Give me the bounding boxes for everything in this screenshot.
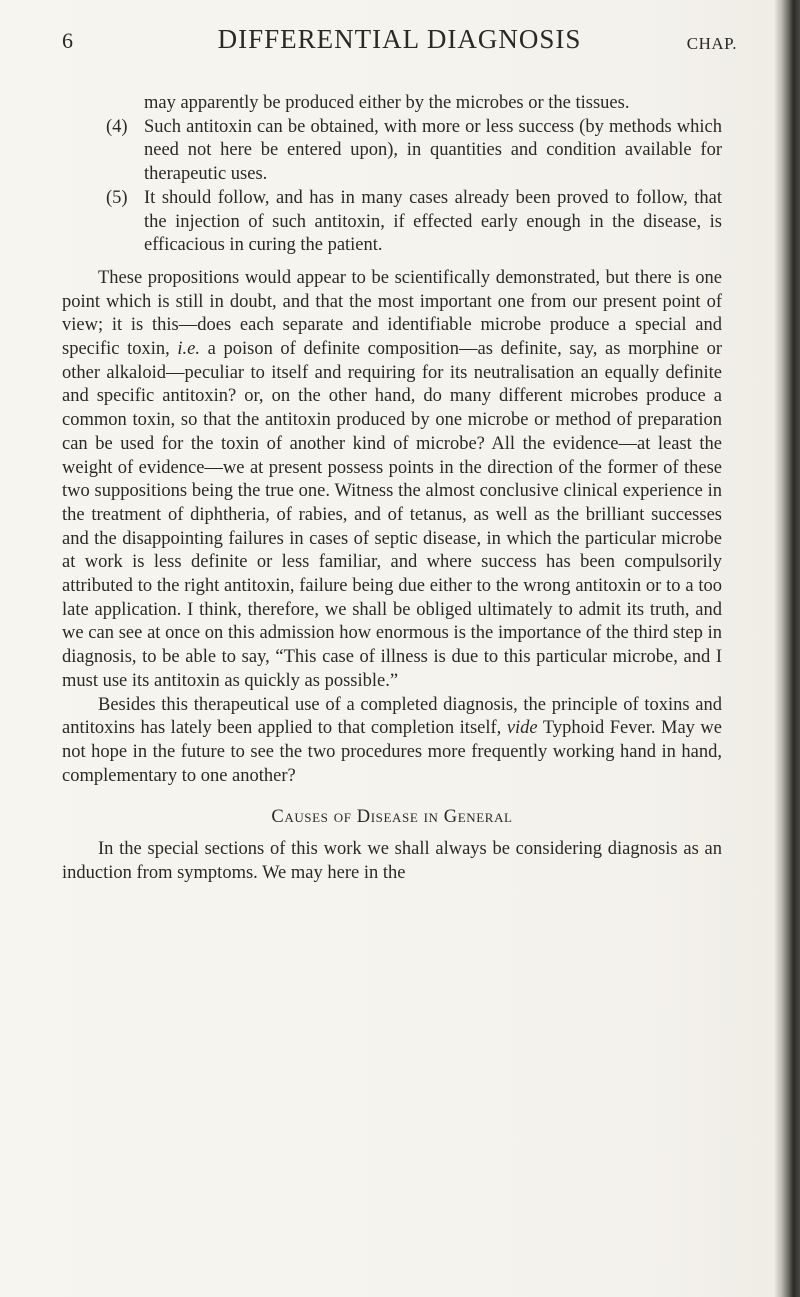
page-number: 6: [62, 28, 73, 53]
italic-ie: i.e.: [177, 339, 201, 360]
paragraph-text: a poison of definite composition—as definite, say, as morphine or other alkaloid—peculiar to itself and requiring for its neutralisation an equally definite and specific antitoxin? or, on the other hand, do many different microbes produce a common toxin, so that the antitoxin produced by one microbe or method of preparation can be used for the toxin of another kind of microbe? All the evidence—at least the weight of evidence—we at present possess points in the direction of the former of these two suppositions being the true one. Witness the almost conclusive clinical experience in the treatment of diphtheria, of rabies, and of tetanus, as well as the brilliant successes and the disappointing failures in cases of septic disease, in which the particular microbe at work is less definite or less familiar, and where success has been compulsorily attributed to the right antitoxin, failure being due either to the wrong antitoxin or to a too late application. I think, therefore, we shall be obliged ultimately to admit its truth, and we can see at once on this admission how enormous is the importance of the third step in diagnosis, to be able to say, “This case of illness is due to this particular microbe, and I must use its antitoxin as quickly as possible.”: [62, 339, 722, 691]
paragraph-special-sections: [62, 838, 722, 885]
paragraph-text: Typhoid Fever. May we not hope in the future to see the two procedures more frequently working hand in hand, complementary to one another?: [62, 718, 722, 786]
section-heading: Causes of Disease in General: [271, 807, 513, 828]
chapter-label: CHAP.: [686, 34, 737, 53]
paragraph-propositions: [62, 267, 722, 694]
paragraph-besides: [62, 694, 722, 789]
paragraph-text: These propositions would appear to be scientifically demonstrated, but there is one point which is still in doubt, and that the most important one from our present point of view; it is this—does each separate and identifiable microbe produce a special and specific toxin,: [62, 267, 722, 360]
list-text-4: Such antitoxin can be obtained, with more or less success (by methods which need not here be entered upon), in quantities and condition available for therapeutic uses.: [144, 116, 722, 185]
list-text-5: It should follow, and has in many cases already been proved to follow, that the injection of such antitoxin, if effected early enough in the disease, is efficacious in curing the patient.: [144, 187, 722, 256]
running-head: DIFFERENTIAL DIAGNOSIS: [217, 24, 582, 54]
body-text: [62, 92, 722, 886]
list-number-4: (4): [106, 116, 128, 137]
paragraph-text: In the special sections of this work we shall always be considering diagnosis as an induction from symptoms. We may here in the: [62, 839, 722, 883]
list-item-5: [62, 187, 722, 258]
italic-vide: vide: [506, 718, 538, 739]
list-continuation: [62, 92, 722, 116]
list-item-4: [62, 116, 722, 187]
list-number-5: (5): [106, 187, 128, 208]
page-edge-shadow: [774, 0, 800, 1297]
continuation-text: may apparently be produced either by the microbes or the tissues.: [144, 93, 630, 113]
page-header: [62, 22, 737, 62]
paragraph-text: Besides this therapeutical use of a completed diagnosis, the principle of toxins and antitoxins has lately been applied to that completion itself,: [62, 694, 722, 739]
